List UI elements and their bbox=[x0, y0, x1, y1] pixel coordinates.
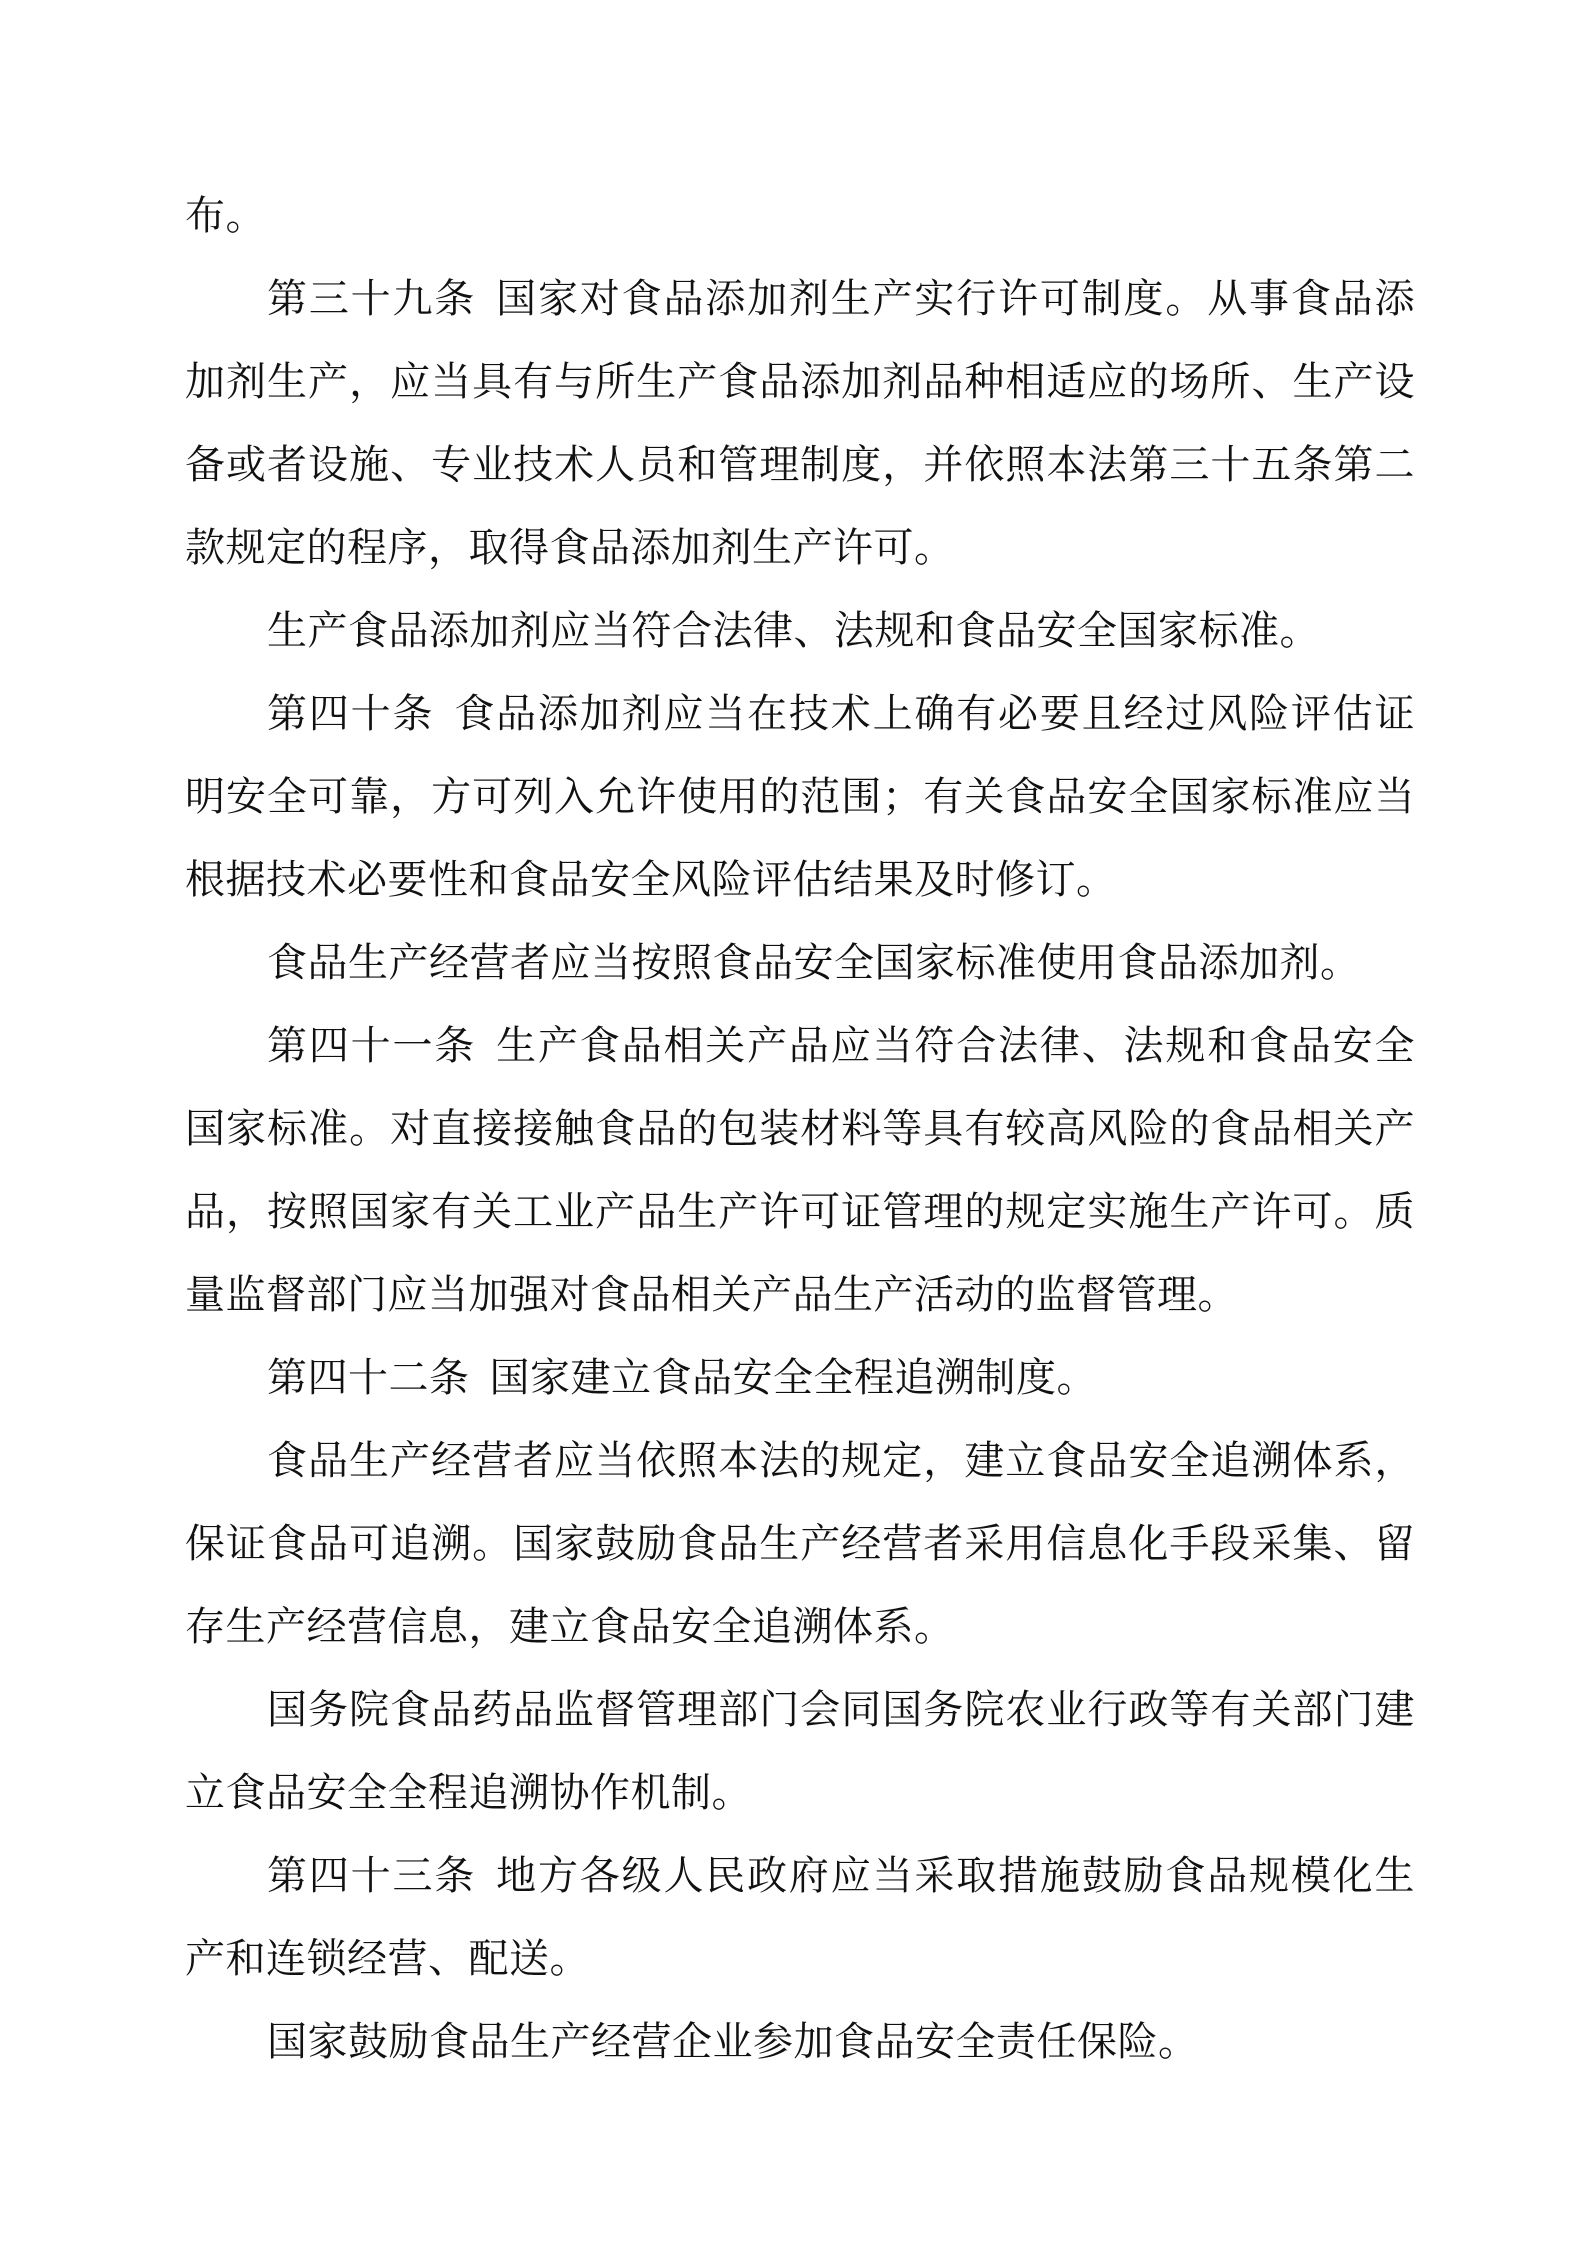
article-43-paragraph-2 bbox=[185, 2001, 1415, 2084]
article-40 bbox=[185, 673, 1415, 922]
paragraph-text: 地方各级人民政府应当采取措施鼓励食品规模化生产和连锁经营、配送。 bbox=[185, 1853, 1416, 1982]
article-42-paragraph-2 bbox=[185, 1420, 1415, 1669]
paragraph-text: 国家鼓励食品生产经营企业参加食品安全责任保险。 bbox=[267, 2019, 1199, 2065]
paragraph-text: 国家对食品添加剂生产实行许可制度。从事食品添加剂生产，应当具有与所生产食品添加剂品种相适应的场所、生产设备或者设施、专业技术人员和管理制度，并依照本法第三十五条第二款规定的程序，取得食品添加剂生产许可。 bbox=[185, 276, 1416, 571]
paragraph-text: 食品生产经营者应当按照食品安全国家标准使用食品添加剂。 bbox=[267, 940, 1361, 986]
article-number: 第四十二条 bbox=[267, 1355, 470, 1401]
paragraph-text: 生产食品添加剂应当符合法律、法规和食品安全国家标准。 bbox=[267, 608, 1320, 654]
paragraph-text: 生产食品相关产品应当符合法律、法规和食品安全国家标准。对直接接触食品的包装材料等具有较高风险的食品相关产品，按照国家有关工业产品生产许可证管理的规定实施生产许可。质量监督部门应当加强对食品相关产品生产活动的监督管理。 bbox=[185, 1023, 1416, 1318]
document-body bbox=[185, 175, 1415, 2084]
paragraph-text: 食品添加剂应当在技术上确有必要且经过风险评估证明安全可靠，方可列入允许使用的范围；有关食品安全国家标准应当根据技术必要性和食品安全风险评估结果及时修订。 bbox=[185, 691, 1416, 903]
article-number: 第四十三条 bbox=[267, 1853, 477, 1899]
article-40-paragraph-2 bbox=[185, 922, 1415, 1005]
paragraph-continuation bbox=[185, 175, 1415, 258]
paragraph-text: 布。 bbox=[185, 193, 266, 239]
article-43 bbox=[185, 1835, 1415, 2001]
article-42-paragraph-3 bbox=[185, 1669, 1415, 1835]
paragraph-text: 食品生产经营者应当依照本法的规定，建立食品安全追溯体系，保证食品可追溯。国家鼓励食品生产经营者采用信息化手段采集、留存生产经营信息，建立食品安全追溯体系。 bbox=[185, 1438, 1415, 1650]
article-number: 第四十条 bbox=[267, 691, 435, 737]
article-41 bbox=[185, 1005, 1415, 1337]
article-39 bbox=[185, 258, 1415, 590]
paragraph-text: 国务院食品药品监督管理部门会同国务院农业行政等有关部门建立食品安全全程追溯协作机制。 bbox=[185, 1687, 1415, 1816]
article-39-paragraph-2 bbox=[185, 590, 1415, 673]
paragraph-text: 国家建立食品安全全程追溯制度。 bbox=[489, 1355, 1097, 1401]
article-number: 第三十九条 bbox=[267, 276, 477, 322]
article-number: 第四十一条 bbox=[267, 1023, 477, 1069]
article-42 bbox=[185, 1337, 1415, 1420]
